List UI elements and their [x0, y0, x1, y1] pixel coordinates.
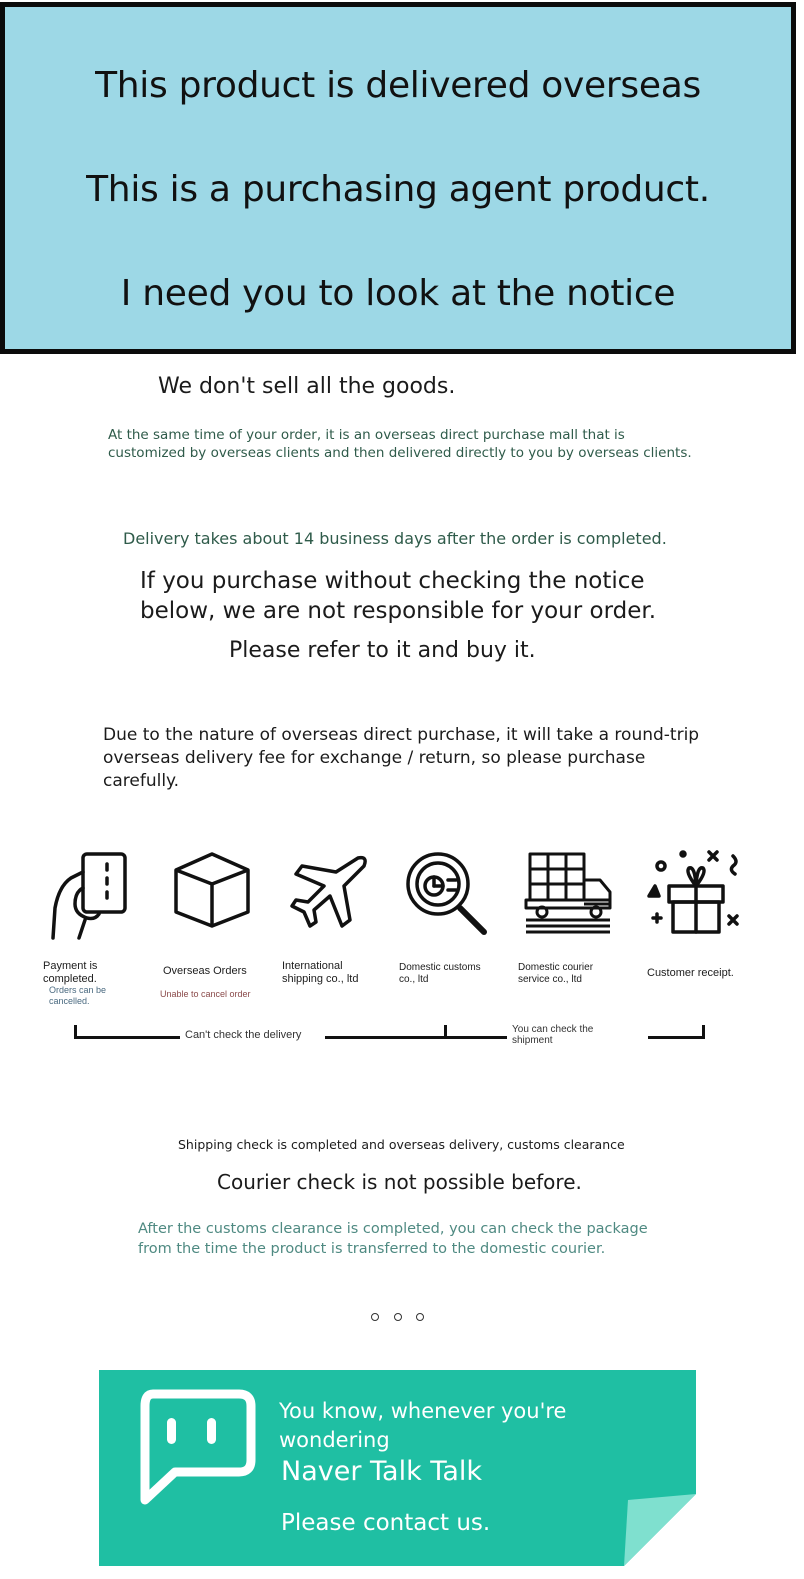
delivery-truck-icon: [524, 852, 616, 936]
airplane-icon: [288, 852, 372, 932]
contact-us-link[interactable]: Please contact us.: [281, 1510, 491, 1536]
notice-description-line2: customized by overseas clients and then delivered directly to you by overseas clients.: [108, 445, 692, 461]
banner-line-overseas: This product is delivered overseas: [95, 65, 701, 106]
notice-heading: We don't sell all the goods.: [158, 374, 456, 399]
separator-dot: [394, 1313, 402, 1321]
chat-bubble-icon: [139, 1388, 257, 1506]
box-icon: [170, 848, 254, 930]
gift-icon: [645, 846, 743, 936]
notice-banner: [0, 2, 796, 354]
step-orders-label: Overseas Orders: [163, 965, 247, 977]
step-shipping-line1: International: [282, 960, 343, 972]
after-customs-line1: After the customs clearance is completed, you can check the package: [138, 1221, 648, 1237]
step-payment-line2: completed.: [43, 973, 97, 985]
step-customs-label: [399, 962, 481, 986]
notice-description: [108, 426, 728, 462]
range-no-check-label: Can't check the delivery: [185, 1029, 302, 1041]
step-payment-sub: [49, 985, 106, 1007]
after-customs-text: [138, 1219, 658, 1259]
step-courier-label: [518, 962, 593, 986]
range-tick-middle: [444, 1025, 447, 1039]
step-payment-sub-line1: Orders can be: [49, 985, 107, 995]
step-payment-sub-line2: cancelled.: [49, 996, 90, 1006]
separator-dot: [416, 1313, 424, 1321]
step-customs-line2: co., ltd: [399, 974, 429, 985]
warning-line2: below, we are not responsible for your order.: [140, 598, 657, 624]
nature-notice: [103, 724, 723, 793]
step-payment-label: [43, 960, 97, 986]
after-customs-line2: from the time the product is transferred to the domestic courier.: [138, 1241, 606, 1257]
range-tick-start: [74, 1025, 77, 1039]
responsibility-warning: [140, 566, 700, 626]
courier-check-text: Courier check is not possible before.: [217, 1170, 582, 1194]
shipping-check-text: Shipping check is completed and overseas delivery, customs clearance: [178, 1137, 625, 1152]
step-customs-line1: Domestic customs: [399, 962, 481, 973]
range-check-line1: You can check the: [512, 1024, 594, 1035]
range-check-label: [512, 1024, 593, 1046]
magnifier-icon: [404, 850, 490, 938]
step-payment-line1: Payment is: [43, 960, 98, 972]
step-courier-line2: service co., ltd: [518, 974, 582, 985]
warning-line1: If you purchase without checking the notice: [140, 568, 645, 594]
banner-line-notice: I need you to look at the notice: [120, 273, 676, 314]
range-check-line2: shipment: [512, 1035, 553, 1046]
talk-intro: [279, 1397, 566, 1455]
nature-line1: Due to the nature of overseas direct purchase, it will take a round-trip: [103, 725, 700, 745]
range-tick-end: [702, 1025, 705, 1039]
nature-line2: overseas delivery fee for exchange / return, so please purchase carefully.: [103, 748, 646, 791]
naver-talktalk-card[interactable]: [99, 1370, 696, 1566]
page-fold-corner: [624, 1494, 696, 1566]
range-line-left-b: [325, 1036, 507, 1039]
card-in-hand-icon: [45, 848, 135, 943]
banner-line-agent: This is a purchasing agent product.: [86, 169, 710, 210]
notice-description-line1: At the same time of your order, it is an overseas direct purchase mall that is: [108, 427, 625, 443]
talk-intro-line2: wondering: [279, 1428, 390, 1452]
step-shipping-label: [282, 960, 358, 986]
separator-dot: [371, 1313, 379, 1321]
step-courier-line1: Domestic courier: [518, 962, 594, 973]
delivery-time-text: Delivery takes about 14 business days after the order is completed.: [123, 529, 667, 548]
talk-intro-line1: You know, whenever you're: [279, 1399, 567, 1423]
step-shipping-line2: shipping co., ltd: [282, 973, 359, 985]
refer-text: Please refer to it and buy it.: [229, 638, 536, 663]
step-orders-sub: Unable to cancel order: [160, 989, 251, 999]
talk-brand: Naver Talk Talk: [281, 1456, 483, 1487]
range-line-right: [648, 1036, 705, 1039]
step-receipt-label: Customer receipt.: [647, 967, 734, 979]
range-line-left-a: [74, 1036, 180, 1039]
